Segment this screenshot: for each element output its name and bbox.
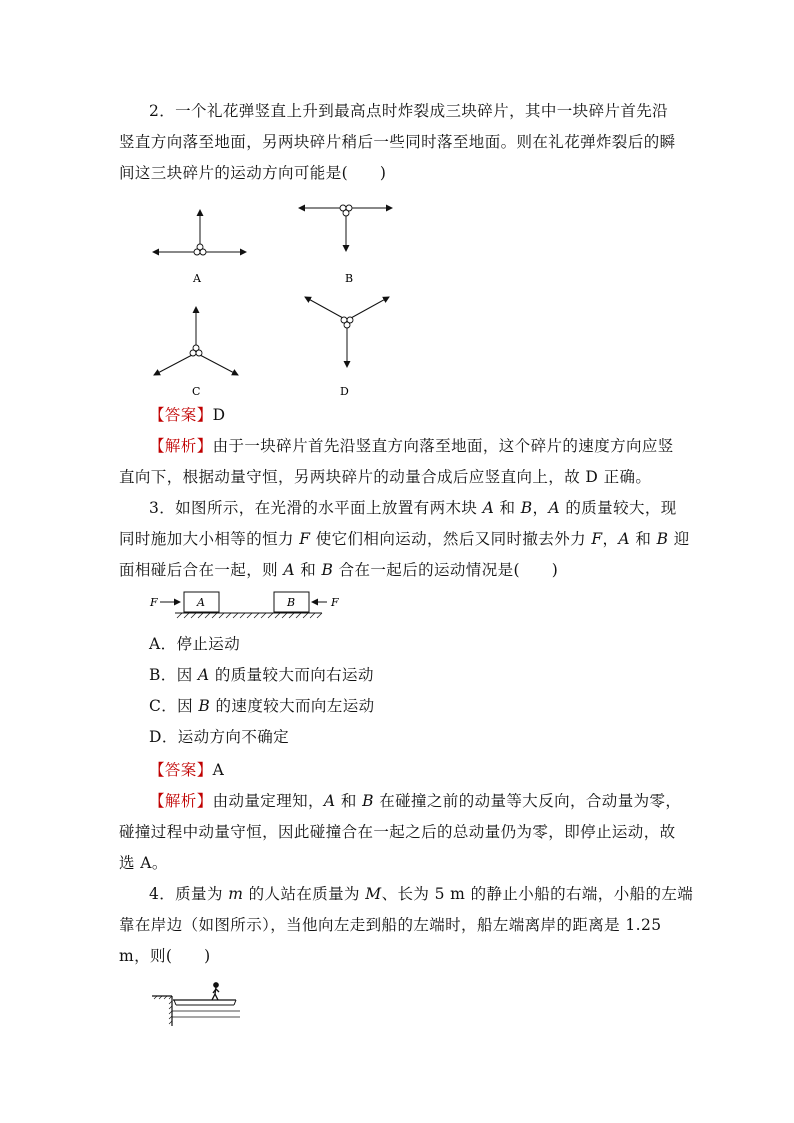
q3-stem-line-1: 3．如图所示，在光滑的水平面上放置有两木块 A 和 B，A 的质量较大，现 — [149, 499, 677, 517]
q3-option-a[interactable]: A．停止运动 — [149, 635, 241, 653]
option-d-label: D — [340, 385, 349, 398]
shore-hatching — [154, 996, 172, 1024]
q2-options-figure — [140, 195, 410, 405]
q3-answer-value: A — [212, 761, 225, 779]
right-force-label: F — [331, 596, 339, 609]
ground-hatching — [177, 613, 322, 618]
q3-blocks-figure — [145, 588, 350, 623]
option-c-label: C — [192, 385, 201, 398]
analysis-tag: 【解析】 — [149, 792, 213, 810]
svg-text:A: A — [197, 596, 205, 609]
analysis-tag: 【解析】 — [149, 437, 213, 455]
q3-option-b[interactable]: B．因 A 的质量较大而向右运动 — [149, 666, 374, 684]
q3-option-c[interactable]: C．因 B 的速度较大而向左运动 — [149, 697, 375, 715]
q3-option-d[interactable]: D．运动方向不确定 — [149, 728, 290, 746]
option-a-label: A — [193, 272, 201, 285]
option-b-label: B — [345, 272, 354, 285]
q3-analysis-line-3: 选 A。 — [119, 854, 168, 872]
q2-answer — [149, 405, 225, 425]
q4-stem-line-1: 4．质量为 m 的人站在质量为 M、长为 5 m 的静止小船的右端，小船的左端 — [149, 885, 694, 903]
q3-stem-line-2: 同时施加大小相等的恒力 F 使它们相向运动，然后又同时撤去外力 F，A 和 B 迎 — [119, 530, 690, 548]
q4-stem-line-3: m，则( ) — [119, 947, 211, 965]
answer-tag: 【答案】 — [149, 406, 213, 424]
q3-answer — [149, 760, 224, 780]
q2-analysis-line-1 — [149, 436, 674, 456]
q2-stem-line-1: 2．一个礼花弹竖直上升到最高点时炸裂成三块碎片，其中一块碎片首先沿 — [149, 102, 669, 120]
q2-stem-line-3: 间这三块碎片的运动方向可能是( ) — [119, 164, 387, 182]
q2-stem-line-2: 竖直方向落至地面，另两块碎片稍后一些同时落至地面。则在礼花弹炸裂后的瞬 — [119, 133, 676, 151]
q4-boat-figure — [148, 975, 248, 1030]
answer-tag: 【答案】 — [149, 761, 213, 779]
q3-analysis-line-2: 碰撞过程中动量守恒，因此碰撞合在一起之后的总动量仍为零，即停止运动，故 — [119, 823, 676, 841]
option-b-diagram — [299, 205, 392, 285]
q3-stem-line-3: 面相碰后合在一起，则 A 和 B 合在一起后的运动情况是( ) — [119, 561, 559, 579]
option-c-diagram — [154, 307, 238, 398]
person-figure — [212, 983, 219, 1000]
svg-text:B: B — [287, 596, 296, 609]
option-a-diagram — [153, 210, 246, 285]
q3-analysis-line-1: 【解析】由动量定理知，A 和 B 在碰撞之前的动量等大反向，合动量为零， — [149, 792, 682, 810]
left-force-label: F — [150, 596, 158, 609]
option-d-diagram — [305, 297, 389, 398]
q2-analysis-text-1: 由于一块碎片首先沿竖直方向落至地面，这个碎片的速度方向应竖 — [212, 437, 674, 455]
q2-analysis-line-2: 直向下，根据动量守恒，另两块碎片的动量合成后应竖直向上，故 D 正确。 — [119, 468, 652, 486]
q2-answer-value: D — [212, 406, 226, 424]
q4-stem-line-2: 靠在岸边（如图所示），当他向左走到船的左端时，船左端离岸的距离是 1.25 — [119, 916, 662, 934]
